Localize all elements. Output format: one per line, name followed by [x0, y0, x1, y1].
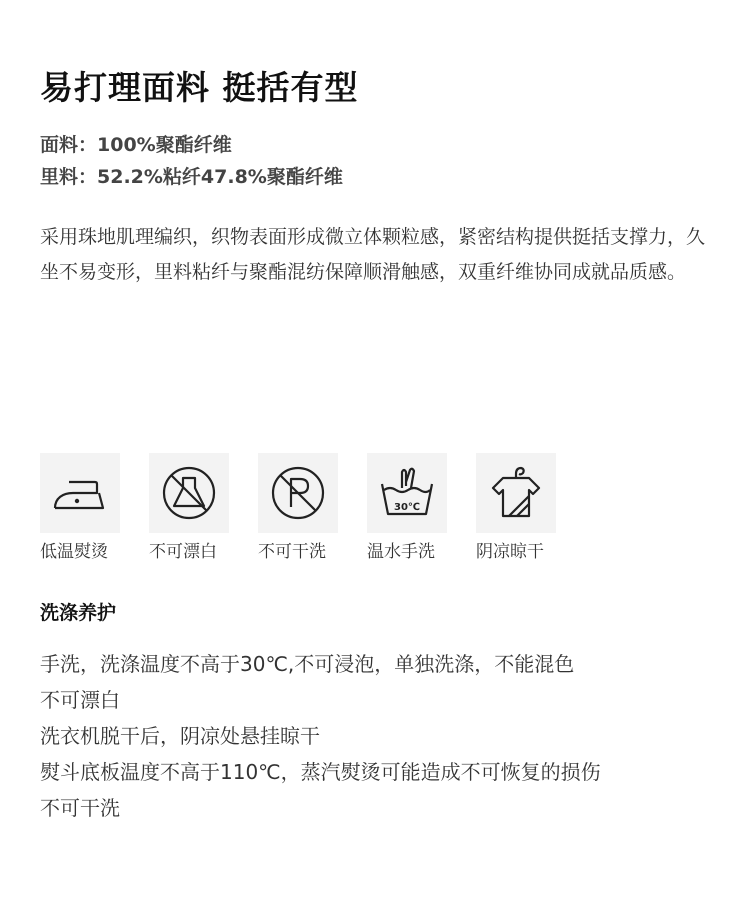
care-line: 洗衣机脱干后，阴凉处悬挂晾干: [40, 724, 320, 748]
care-icon-label: 温水手洗: [367, 542, 435, 562]
care-icon-label: 阴凉晾干: [476, 542, 544, 562]
care-icon-item: [367, 453, 447, 562]
care-line: 手洗，洗涤温度不高于30℃,不可浸泡，单独洗涤，不能混色: [40, 652, 575, 676]
care-icon-item: [258, 453, 338, 562]
no-bleach-icon: [149, 453, 229, 533]
care-instructions: [40, 648, 601, 828]
care-icon-label: 不可干洗: [258, 542, 326, 562]
fabric-description: 采用珠地肌理编织，织物表面形成微立体颗粒感，紧密结构提供挺括支撑力，久坐不易变形，里料粘纤与聚酯混纺保障顺滑触感，双重纤维协同成就品质感。: [40, 226, 706, 283]
care-icon-item: [476, 453, 556, 562]
care-line: 不可漂白: [40, 688, 120, 712]
wash-temp-text: 30℃: [393, 502, 421, 513]
shade-dry-icon: [476, 453, 556, 533]
hand-wash-icon: [367, 453, 447, 533]
page-title: 易打理面料 挺括有型: [40, 68, 359, 107]
care-icon-label: 低温熨烫: [40, 542, 108, 562]
fabric-spec: 面料：100%聚酯纤维: [40, 134, 232, 156]
care-icon-row: [40, 453, 585, 562]
care-section-title: 洗涤养护: [40, 602, 117, 624]
no-dry-clean-icon: [258, 453, 338, 533]
lining-spec: 里料：52.2%粘纤47.8%聚酯纤维: [40, 166, 343, 188]
care-icon-item: [149, 453, 229, 562]
care-icon-item: [40, 453, 120, 562]
iron-low-icon: [40, 453, 120, 533]
care-line: 熨斗底板温度不高于110℃，蒸汽熨烫可能造成不可恢复的损伤: [40, 760, 601, 784]
care-icon-label: 不可漂白: [149, 542, 217, 562]
care-line: 不可干洗: [40, 796, 120, 820]
